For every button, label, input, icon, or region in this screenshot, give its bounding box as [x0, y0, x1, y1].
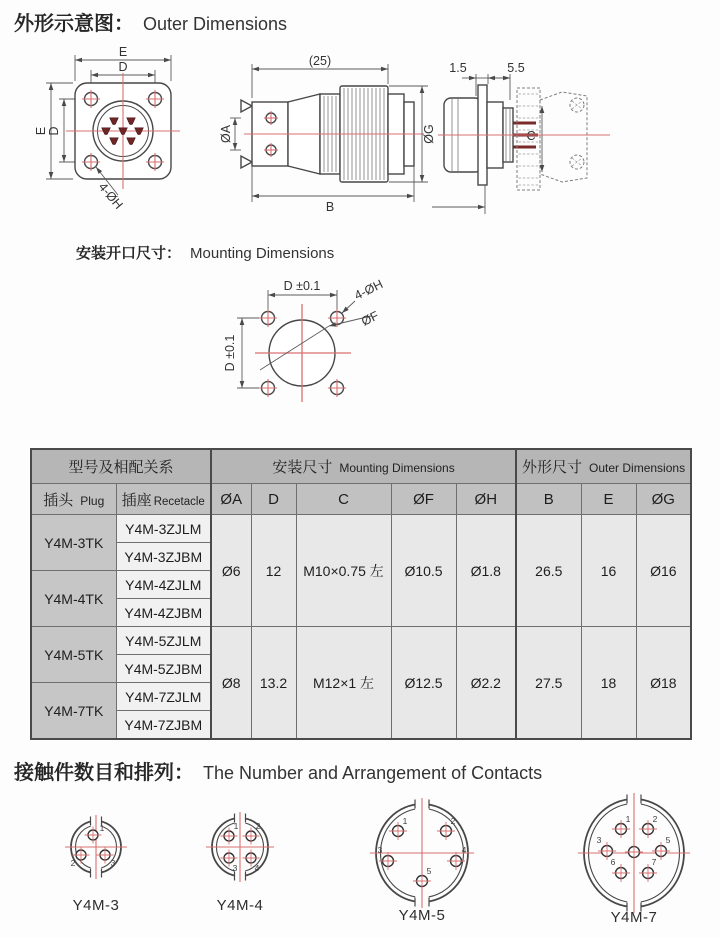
contact-pin-number: 6	[610, 857, 616, 867]
dimension-arrowhead	[469, 76, 476, 81]
col-header-a: ØA	[211, 484, 251, 515]
col-header-f: ØF	[391, 484, 456, 515]
plug-dim-b: B	[325, 200, 335, 214]
receptacle-model-cell: Y4M-4ZJLM	[116, 571, 211, 599]
dimension-arrowhead	[91, 73, 98, 78]
diagram-caption-y4m-7: Y4M-7	[610, 909, 658, 926]
mounting-dim-d-horizontal: D ±0.1	[283, 279, 321, 293]
contact-pin-number: 1	[625, 814, 631, 824]
dimension-arrowhead	[49, 172, 54, 179]
mounting-bore-callout: ØF	[359, 308, 381, 329]
receptacle-model-cell: Y4M-5ZJBM	[116, 655, 211, 683]
contact-pin-number: 2	[70, 858, 76, 868]
contact-diagram-y4m-4	[180, 785, 300, 909]
plug-header-zh: 插头	[43, 491, 74, 509]
value-cell-e: 16	[581, 515, 636, 627]
contact-pin-number: 5	[665, 835, 671, 845]
plug-header-en: Plug	[80, 493, 105, 508]
col-header-b: B	[516, 484, 581, 515]
table-header-outer-group	[516, 449, 691, 484]
dimension-arrowhead	[252, 67, 259, 72]
receptacle-header-en: Recetacle	[153, 495, 205, 508]
flange-dim-e-left: E	[34, 126, 48, 136]
mounting-hole-callout: 4-ØH	[352, 277, 386, 303]
flange-front-view-drawing	[30, 43, 230, 221]
diagram-caption-y4m-5: Y4M-5	[398, 907, 446, 924]
plug-dim-25: (25)	[308, 54, 332, 68]
contact-diagram-y4m-5	[362, 791, 482, 915]
dimension-arrowhead	[49, 83, 54, 90]
flange-dim-e-top: E	[118, 45, 128, 59]
value-cell-f: Ø12.5	[391, 627, 456, 740]
receptacle-header-zh: 插座	[121, 491, 152, 509]
receptacle-model-cell: Y4M-3ZJLM	[116, 515, 211, 543]
title-mounting-en: Mounting Dimensions	[190, 245, 335, 262]
plug-dim-g: ØG	[422, 124, 436, 144]
dimension-arrowhead	[407, 194, 414, 199]
contact-pin-number: 1	[233, 821, 239, 831]
section-title-outer-dimensions	[14, 7, 287, 36]
contact-pin-number: 7	[651, 857, 657, 867]
contact-pin-number: 5	[426, 866, 432, 876]
title-outer-en: Outer Dimensions	[143, 14, 288, 34]
value-cell-b: 26.5	[516, 515, 581, 627]
table-header-model-group: 型号及相配关系	[31, 449, 211, 484]
dimension-arrowhead	[240, 318, 245, 325]
receptacle-model-cell: Y4M-3ZJBM	[116, 543, 211, 571]
contact-pin-number: 2	[652, 814, 658, 824]
contact-pin-number: 4	[254, 863, 260, 873]
receptacle-model-cell: Y4M-5ZJLM	[116, 627, 211, 655]
dimension-arrowhead	[381, 67, 388, 72]
section-title-contacts	[14, 756, 542, 785]
mounting-cutout-drawing	[225, 268, 425, 420]
receptacle-model-cell: Y4M-7ZJBM	[116, 711, 211, 740]
dimension-arrowhead	[330, 293, 337, 298]
diagram-caption-y4m-4: Y4M-4	[216, 897, 264, 914]
mounting-group-zh: 安装尺寸	[272, 459, 333, 476]
plug-model-cell: Y4M-4TK	[31, 571, 116, 627]
flange-dim-d-left: D	[47, 126, 61, 136]
plug-dim-a: ØA	[219, 124, 233, 144]
contact-pin-number: 2	[450, 816, 456, 826]
mounting-dim-d-vertical: D ±0.1	[223, 334, 237, 372]
col-header-h: ØH	[456, 484, 516, 515]
plug-model-cell: Y4M-7TK	[31, 683, 116, 740]
contact-pin-number: 1	[99, 823, 105, 833]
value-cell-c: M10×0.75 左	[296, 515, 391, 627]
dimension-arrowhead	[503, 76, 510, 81]
plug-side-view-drawing	[219, 50, 442, 220]
dimension-arrowhead	[420, 86, 425, 93]
spec-table	[30, 448, 692, 740]
contact-diagram-y4m-3	[36, 785, 156, 909]
title-outer-zh: 外形示意图：	[14, 13, 134, 35]
title-contacts-en: The Number and Arrangement of Contacts	[203, 763, 543, 783]
value-cell-b: 27.5	[516, 627, 581, 740]
dimension-arrowhead	[240, 381, 245, 388]
table-row	[31, 515, 691, 543]
contact-pin-number: 3	[110, 858, 116, 868]
contact-diagram-y4m-7	[574, 791, 694, 915]
col-header-c: C	[296, 484, 391, 515]
value-cell-g: Ø16	[636, 515, 691, 627]
plug-model-cell: Y4M-5TK	[31, 627, 116, 683]
col-header-receptacle	[116, 484, 211, 515]
value-cell-g: Ø18	[636, 627, 691, 740]
value-cell-e: 18	[581, 627, 636, 740]
dimension-arrowhead	[268, 293, 275, 298]
dimension-arrowhead	[164, 58, 171, 63]
dimension-arrowhead	[420, 175, 425, 182]
value-cell-h: Ø2.2	[456, 627, 516, 740]
value-cell-a: Ø6	[211, 515, 251, 627]
dimension-arrowhead	[478, 205, 485, 210]
dimension-arrowhead	[252, 194, 259, 199]
flange-dim-d-top: D	[118, 60, 128, 74]
receptacle-dim-c: C	[526, 129, 536, 143]
title-contacts-zh: 接触件数目和排列：	[14, 762, 194, 784]
value-cell-d: 13.2	[251, 627, 296, 740]
value-cell-f: Ø10.5	[391, 515, 456, 627]
value-cell-a: Ø8	[211, 627, 251, 740]
value-cell-c: M12×1 左	[296, 627, 391, 740]
dimension-arrowhead	[233, 143, 238, 150]
dimension-arrowhead	[62, 99, 67, 106]
dimension-arrowhead	[233, 118, 238, 125]
dimension-arrowhead	[148, 73, 155, 78]
dimension-arrowhead	[75, 58, 82, 63]
section-title-mounting-dimensions	[76, 242, 334, 263]
receptacle-model-cell: Y4M-4ZJBM	[116, 599, 211, 627]
outer-group-zh: 外形尺寸	[522, 459, 583, 476]
contact-pin-number: 1	[402, 816, 408, 826]
outer-group-en: Outer Dimensions	[589, 461, 686, 475]
contact-pin-number: 3	[377, 845, 383, 855]
col-header-plug	[31, 484, 116, 515]
table-row	[31, 627, 691, 655]
receptacle-dim-1-5: 1.5	[449, 61, 467, 75]
value-cell-d: 12	[251, 515, 296, 627]
contact-pin-number: 3	[596, 835, 602, 845]
diagram-caption-y4m-3: Y4M-3	[72, 897, 120, 914]
contact-pin-number: 4	[461, 845, 467, 855]
col-header-g: ØG	[636, 484, 691, 515]
contact-pin-number: 2	[255, 821, 261, 831]
col-header-d: D	[251, 484, 296, 515]
receptacle-model-cell: Y4M-7ZJLM	[116, 683, 211, 711]
mounting-group-en: Mounting Dimensions	[339, 461, 455, 475]
contact-pin-number: 3	[232, 863, 238, 873]
dimension-arrowhead	[488, 76, 495, 81]
receptacle-side-view-drawing	[430, 52, 620, 220]
value-cell-h: Ø1.8	[456, 515, 516, 627]
flange-hole-callout: 4-ØH	[95, 179, 126, 212]
title-mounting-zh: 安装开口尺寸：	[76, 245, 182, 262]
table-header-mounting-group	[211, 449, 516, 484]
receptacle-dim-5-5: 5.5	[507, 61, 525, 75]
dimension-arrowhead	[62, 155, 67, 162]
plug-model-cell: Y4M-3TK	[31, 515, 116, 571]
col-header-e: E	[581, 484, 636, 515]
